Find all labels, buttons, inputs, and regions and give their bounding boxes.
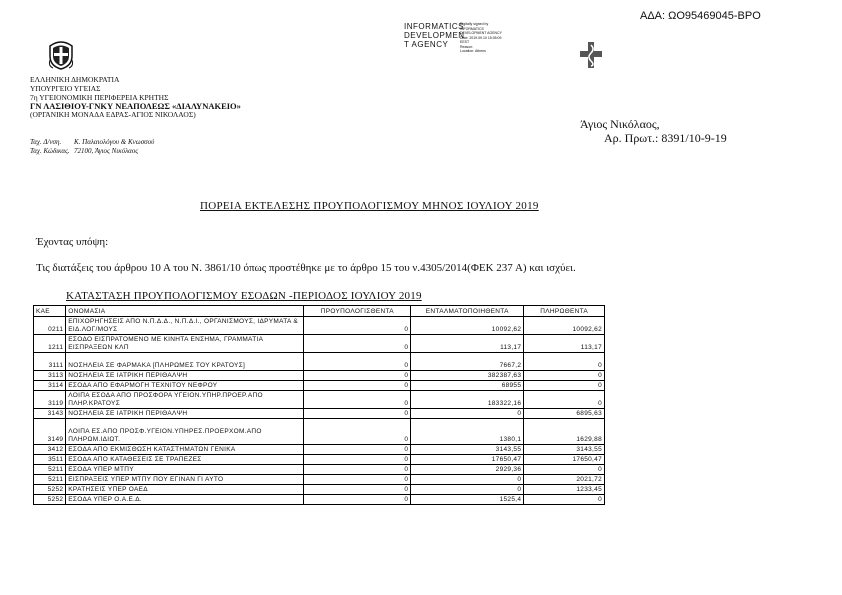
cell-name: ΕΣΟΔΑ ΑΠΟ ΚΑΤΑΘΕΣΕΙΣ ΣΕ ΤΡΑΠΕΖΕΣ [66,455,304,465]
cell-paid: 1233,45 [524,485,605,495]
signature-line: T AGENCY [404,40,449,49]
header-ordered: ΕΝΤΑΛΜΑΤΟΠΟΙΗΘΕΝΤΑ [411,306,524,317]
cell-ordered: 0 [411,475,524,485]
header-paid: ΠΛΗΡΩΘΕΝΤΑ [524,306,605,317]
cell-kae: 3114 [34,381,66,391]
cell-ordered: 68955 [411,381,524,391]
cell-name: ΕΣΟΔΑ ΥΠΕΡ Ο.Α.Ε.Δ. [66,495,304,505]
cell-paid: 0 [524,371,605,381]
signature-detail-line: INFORMATICS [460,26,484,31]
table-row [34,485,605,495]
cell-ordered: 183322,16 [411,391,524,409]
hospital-name: ΓΝ ΛΑΣΙΘΙΟΥ-ΓΝΚΥ ΝΕΑΠΟΛΕΩΣ «ΔΙΑΛΥΝΑΚΕΙΟ» [30,101,241,112]
cell-ordered: 7667,2 [411,353,524,371]
cell-kae: 3143 [34,409,66,419]
cell-kae: 3149 [34,419,66,445]
table-row [34,317,605,335]
table-row [34,335,605,353]
signature-detail-line: Location: Athens [460,49,486,53]
cell-name: ΕΣΟΔΟ ΕΙΣΠΡΑΤΟΜΕΝΟ ΜΕ ΚΙΝΗΤΑ ΕΝΣΗΜΑ, ΓΡΑΜΜΑΤΙΑ ΕΙΣΠΡΑΞΕΩΝ ΚΛΠ [66,335,304,353]
cell-budgeted: 0 [304,371,411,381]
signature-detail-line: EEST [460,40,470,44]
cell-budgeted: 0 [304,475,411,485]
header-line: ΕΛΛΗΝΙΚΗ ΔΗΜΟΚΡΑΤΙΑ [30,75,120,84]
header-line: (ΟΡΓΑΝΙΚΗ ΜΟΝΑΔΑ ΕΔΡΑΣ-ΑΓΙΟΣ ΝΙΚΟΛΑΟΣ) [30,110,196,120]
cell-budgeted: 0 [304,353,411,371]
signature-details [460,22,502,54]
cell-name: ΕΠΙΧΟΡΗΓΗΣΕΙΣ ΑΠΟ Ν.Π.Δ.Δ., Ν.Π.Δ.Ι., ΟΡΓΑΝΙΣΜΟΥΣ, ΙΔΡΥΜΑΤΑ & ΕΙΔ.ΛΟΓ/ΜΟΥΣ [66,317,304,335]
table-row [34,353,605,371]
signature-block [404,22,465,49]
cell-name: ΚΡΑΤΗΣΕΙΣ ΥΠΕΡ ΟΑΕΔ [66,485,304,495]
cell-budgeted: 0 [304,335,411,353]
cell-paid: 113,17 [524,335,605,353]
cell-kae: 1211 [34,335,66,353]
signature-line: DEVELOPMEN [404,31,465,40]
cell-name: ΝΟΣΗΛΕΙΑ ΣΕ ΦΑΡΜΑΚΑ [ΠΛΗΡΩΜΕΣ ΤΟΥ ΚΡΑΤΟΥΣ] [66,353,304,371]
address-label: Ταχ. Δ/νση. [30,138,62,146]
header-line: ΥΠΟΥΡΓΕΙΟ ΥΓΕΙΑΣ [30,83,101,93]
cell-name: ΛΟΙΠΑ ΕΣ.ΑΠΟ ΠΡΟΣΦ.ΥΓΕΙΟΝ.ΥΠΗΡΕΣ.ΠΡΟΕΡΧΟΜ.ΑΠΟ ΠΛΗΡΩΜ.ΙΔΙΩΤ. [66,419,304,445]
cell-paid: 6895,63 [524,409,605,419]
postal-value: 72100, Άγιος Νικόλαος [74,147,139,155]
cell-ordered: 0 [411,409,524,419]
cell-name: ΕΣΟΔΑ ΥΠΕΡ ΜΤΠΥ [66,465,304,475]
cell-paid: 2021,72 [524,475,605,485]
cell-paid: 0 [524,495,605,505]
cell-ordered: 2929,36 [411,465,524,475]
signature-line: INFORMATICS [404,22,465,31]
table-row [34,475,605,485]
cell-kae: 3511 [34,455,66,465]
signature-detail-line: DEVELOPMENT AGENCY [460,31,502,35]
table-row [34,371,605,381]
cell-name: ΝΟΣΗΛΕΙΑ ΣΕ ΙΑΤΡΙΚΗ ΠΕΡΙΘΑΛΨΗ [66,371,304,381]
cell-ordered: 113,17 [411,335,524,353]
cell-name: ΛΟΙΠΑ ΕΣΟΔΑ ΑΠΟ ΠΡΟΣΦΟΡΑ ΥΓΕΙΟΝ.ΥΠΗΡ.ΠΡΟΕΡ.ΑΠΟ ΠΛΗΡ.ΚΡΑΤΟΥΣ [66,391,304,409]
signature-detail-line: Digitally signed by [460,22,489,26]
table-row [34,409,605,419]
cell-ordered: 1525,4 [411,495,524,505]
table-row [34,391,605,409]
revenue-budget-table [33,305,605,505]
cell-kae: 3111 [34,353,66,371]
table-row [34,455,605,465]
table-row [34,495,605,505]
cell-paid: 10092,62 [524,317,605,335]
table-row [34,445,605,455]
header-name: ΟΝΟΜΑΣΙΑ [66,306,304,317]
header-budgeted: ΠΡΟΥΠΟΛΟΓΙΣΘΕΝΤΑ [304,306,411,317]
cell-budgeted: 0 [304,445,411,455]
cell-kae: 0211 [34,317,66,335]
cell-name: ΝΟΣΗΛΕΙΑ ΣΕ ΙΑΤΡΙΚΗ ΠΕΡΙΘΑΛΨΗ [66,409,304,419]
cell-paid: 17650,47 [524,455,605,465]
cell-paid: 0 [524,353,605,371]
organization-header [30,76,241,120]
cell-budgeted: 0 [304,455,411,465]
contact-info [30,138,154,156]
header-kae: ΚΑΕ [34,306,66,317]
cell-budgeted: 0 [304,465,411,475]
cell-budgeted: 0 [304,391,411,409]
header-line: 7η ΥΓΕΙΟΝΟΜΙΚΗ ΠΕΡΙΦΕΡΕΙΑ ΚΡΗΤΗΣ [30,92,169,102]
cell-budgeted: 0 [304,419,411,445]
cell-budgeted: 0 [304,495,411,505]
cell-paid: 3143,55 [524,445,605,455]
cell-kae: 5252 [34,485,66,495]
greek-emblem-icon [48,40,74,70]
cell-budgeted: 0 [304,485,411,495]
cell-kae: 3412 [34,445,66,455]
protocol-number: Αρ. Πρωτ.: 8391/10-9-19 [604,131,727,145]
cell-name: ΕΙΣΠΡΑΞΕΙΣ ΥΠΕΡ ΜΤΠΥ ΠΟΥ ΕΓΙΝΑΝ ΓΙ ΑΥΤΟ [66,475,304,485]
document-title: ΠΟΡΕΙΑ ΕΚΤΕΛΕΣΗΣ ΠΡΟΥΠΟΛΟΓΙΣΜΟΥ ΜΗΝΟΣ ΙΟΥΛΙΟΥ 2019 [200,200,539,212]
cell-budgeted: 0 [304,317,411,335]
cell-budgeted: 0 [304,409,411,419]
cell-ordered: 1380,1 [411,419,524,445]
table-row [34,465,605,475]
law-reference: Τις διατάξεις του άρθρου 10 Α του Ν. 3861/10 όπως προστέθηκε με το άρθρο 15 του ν.4305/2014(ΦΕΚ 237 Α) και ισχύει. [36,262,576,274]
cell-kae: 5211 [34,475,66,485]
cell-kae: 5211 [34,465,66,475]
cell-name: ΕΣΟΔΑ ΑΠΟ ΕΦΑΡΜΟΓΗ ΤΕΧΝΙΤΟΥ ΝΕΦΡΟΥ [66,381,304,391]
place-protocol [580,117,727,145]
signature-detail-line: Date: 2019.09.10 15:05:09 [460,35,502,40]
cell-paid: 0 [524,381,605,391]
cell-ordered: 17650,47 [411,455,524,465]
address-value: Κ. Παλαιολόγου & Κνωσσού [74,138,155,146]
ada-code: ΑΔΑ: ΩΟ95469045-ΒΡΟ [640,10,761,22]
cell-name: ΕΣΟΔΑ ΑΠΟ ΕΚΜΙΣΘΩΣΗ ΚΑΤΑΣΤΗΜΑΤΩΝ ΓΕΝΙΚΑ [66,445,304,455]
place-date: Άγιος Νικόλαος, [580,117,660,131]
cell-ordered: 0 [411,485,524,495]
cell-kae: 3113 [34,371,66,381]
signature-detail-line: Reason: [460,44,474,49]
cell-ordered: 3143,55 [411,445,524,455]
table-title: ΚΑΤΑΣΤΑΣΗ ΠΡΟΥΠΟΛΟΓΙΣΜΟΥ ΕΣΟΔΩΝ -ΠΕΡΙΟΔΟΣ ΙΟΥΛΙΟΥ 2019 [66,290,422,302]
given-heading: Έχοντας υπόψη: [36,236,109,248]
medical-cross-icon [580,42,602,68]
table-header-row [34,306,605,317]
cell-kae: 3119 [34,391,66,409]
table-row [34,419,605,445]
cell-ordered: 10092,62 [411,317,524,335]
cell-kae: 5252 [34,495,66,505]
cell-paid: 1629,88 [524,419,605,445]
postal-label: Ταχ. Κώδικας. [30,147,70,155]
cell-paid: 0 [524,391,605,409]
cell-ordered: 382387,63 [411,371,524,381]
table-row [34,381,605,391]
cell-paid: 0 [524,465,605,475]
cell-budgeted: 0 [304,381,411,391]
